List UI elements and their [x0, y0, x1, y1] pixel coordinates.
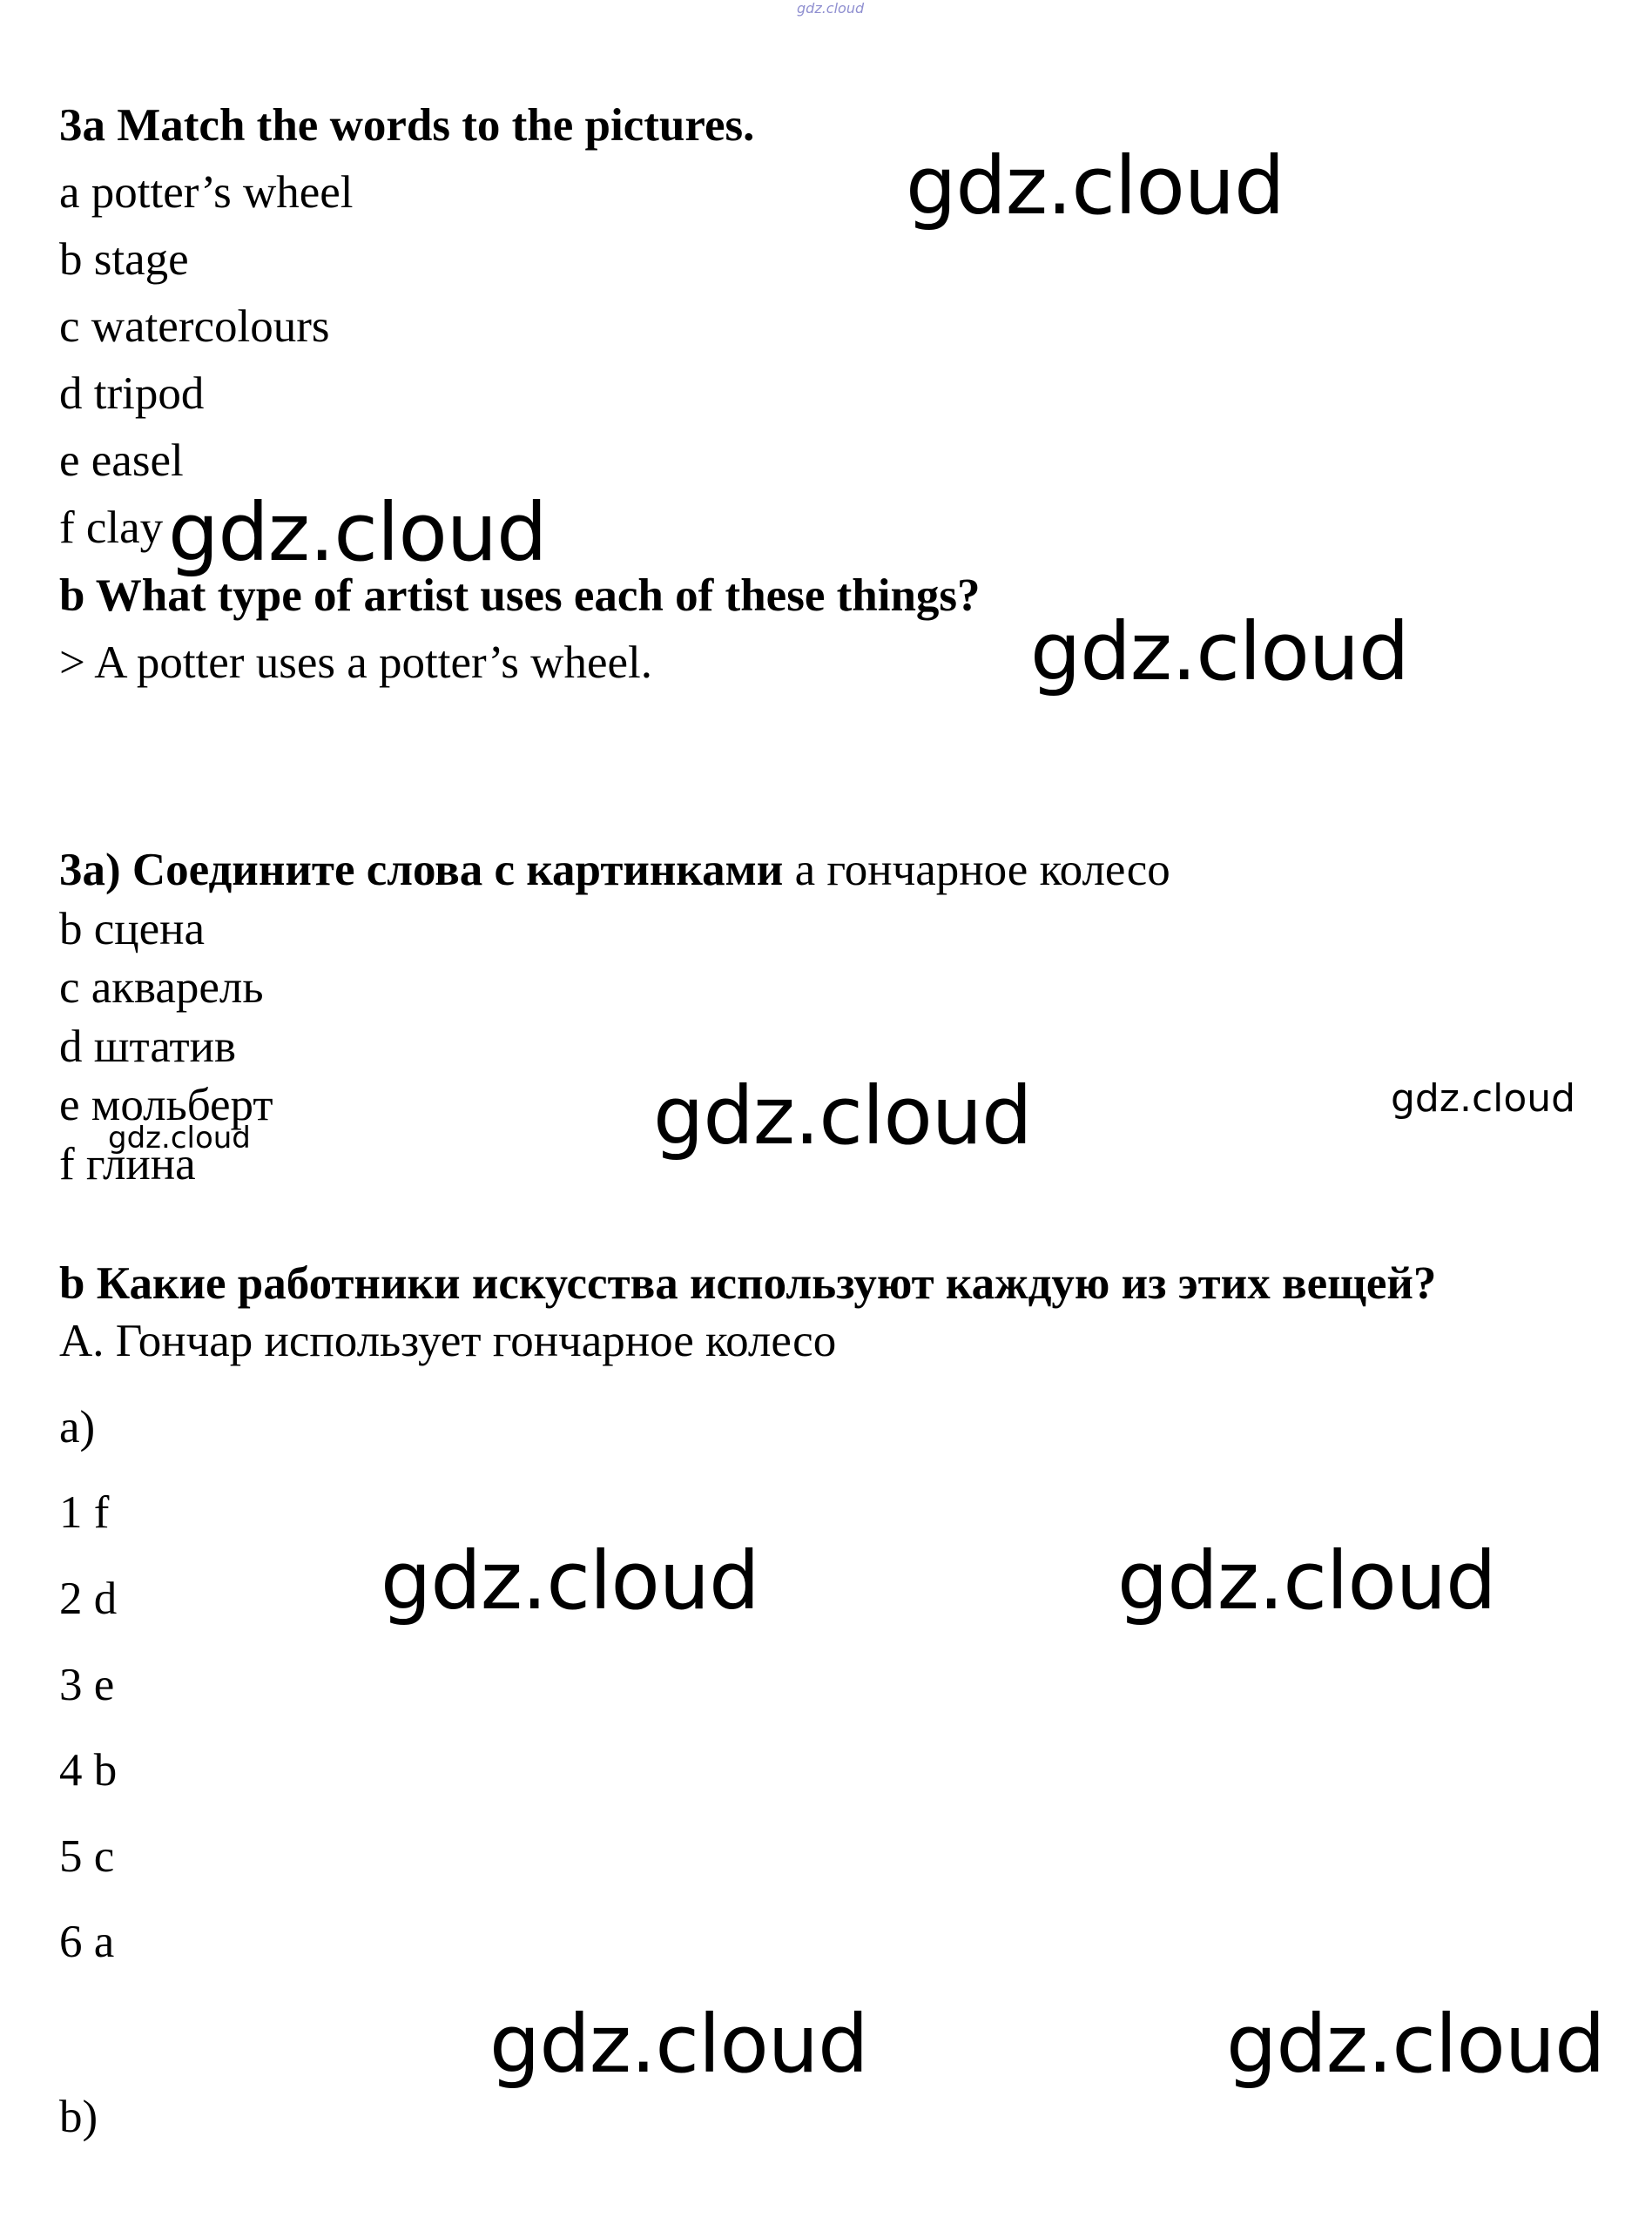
answer-1: 1 f — [59, 1487, 110, 1538]
watermark: gdz.cloud — [1391, 1076, 1576, 1121]
ru-task-3a-heading-line — [59, 847, 1170, 893]
answers-a-label: a) — [59, 1402, 96, 1452]
item-a: a potter’s wheel — [59, 167, 354, 218]
watermark-top: gdz.cloud — [797, 0, 865, 17]
watermark: gdz.cloud — [381, 1534, 759, 1628]
answer-5: 5 c — [59, 1831, 115, 1882]
ru-item-f: f глина — [59, 1139, 196, 1190]
ru-item-a: а гончарное колесо — [783, 845, 1170, 895]
watermark: gdz.cloud — [1226, 1998, 1605, 2091]
watermark: gdz.cloud — [653, 1069, 1032, 1163]
ru-example-answer: А. Гончар использует гончарное колесо — [59, 1316, 837, 1366]
item-c: c watercolours — [59, 301, 330, 352]
watermark: gdz.cloud — [108, 1121, 251, 1156]
ru-item-e: e мольберт — [59, 1080, 273, 1130]
answers-b-label: b) — [59, 2092, 98, 2142]
ru-item-c: c акварель — [59, 962, 264, 1013]
ru-task-3a-heading: 3а) Соедините слова с картинками — [59, 845, 784, 895]
answer-4: 4 b — [59, 1745, 118, 1796]
example-answer: > A potter uses a potter’s wheel. — [59, 637, 652, 688]
item-d: d tripod — [59, 368, 205, 419]
answer-3: 3 e — [59, 1660, 115, 1710]
watermark: gdz.cloud — [1117, 1534, 1496, 1628]
answer-6: 6 a — [59, 1917, 115, 1967]
task-b-heading: b What type of artist uses each of these things? — [59, 570, 981, 621]
answer-2: 2 d — [59, 1574, 118, 1624]
ru-item-b: b сцена — [59, 904, 206, 954]
ru-item-d: d штатив — [59, 1021, 237, 1072]
item-b: b stage — [59, 234, 189, 285]
ru-task-b-heading: b Какие работники искусства используют каждую из этих вещей? — [59, 1258, 1437, 1309]
watermark: gdz.cloud — [906, 139, 1285, 233]
watermark: gdz.cloud — [489, 1998, 868, 2091]
watermark: gdz.cloud — [1030, 605, 1409, 698]
item-f: f clay — [59, 502, 164, 553]
task-3a-heading: 3a Match the words to the pictures. — [59, 100, 755, 151]
item-e: e easel — [59, 435, 184, 486]
watermark: gdz.cloud — [168, 486, 547, 579]
